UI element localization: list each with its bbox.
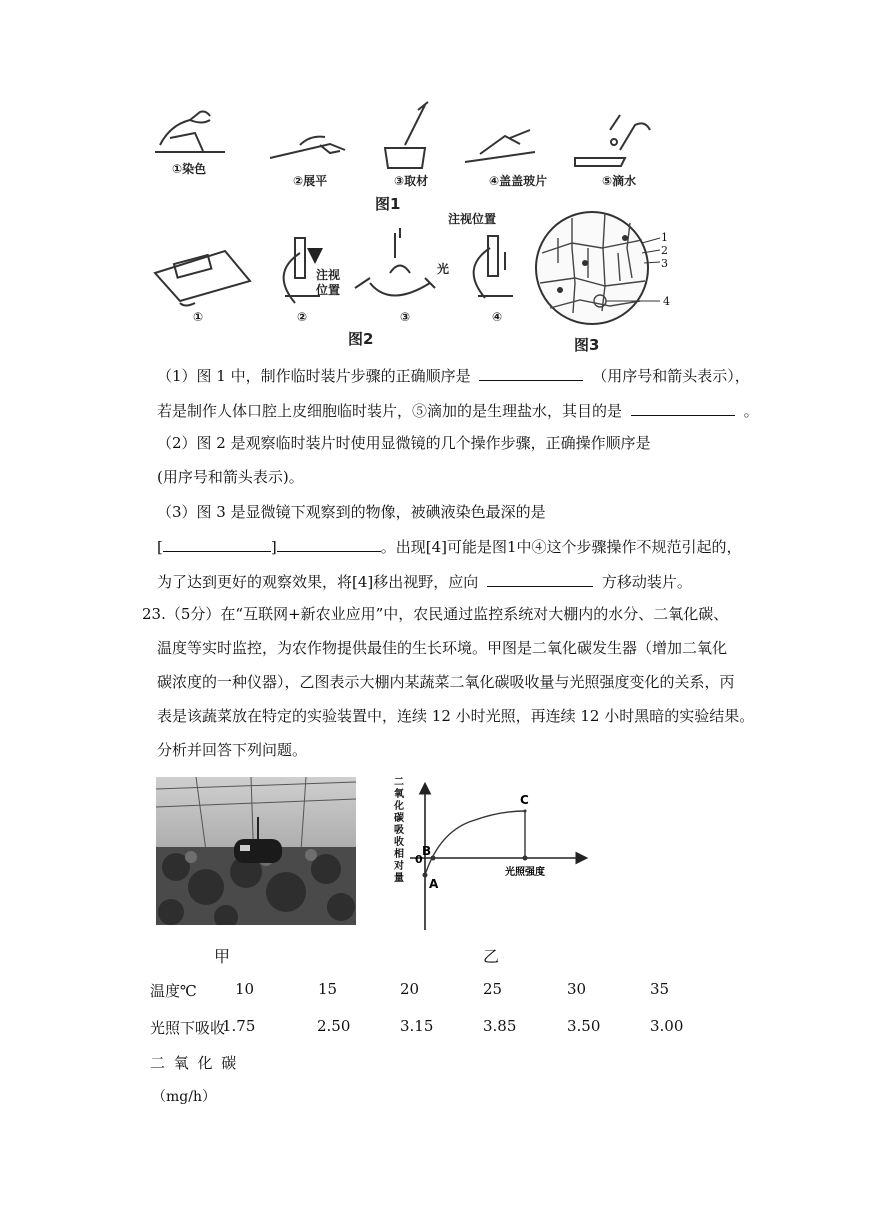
q23-line-5: 分析并回答下列问题。 <box>157 741 308 759</box>
q2-line-2: (用序号和箭头表示)。 <box>157 468 304 486</box>
q1-line-2 <box>157 399 759 421</box>
microscope-stage-drawing <box>155 251 250 306</box>
fig3-marker-4: 4 <box>663 295 670 308</box>
q3-bracket-close: ] <box>270 538 277 556</box>
graph-ylabel: 二氧化碳吸收相对量 <box>394 777 404 884</box>
q3-bracket-open: [ <box>157 538 163 556</box>
fig2-step-1: ① <box>193 310 204 324</box>
table-temp-10: 10 <box>235 980 255 998</box>
table-temp-25: 25 <box>483 980 503 998</box>
q3-answer-blank-direction[interactable] <box>487 570 593 587</box>
fig2-observe-position-top: 注视位置 <box>448 212 497 226</box>
graph-point-b <box>431 856 436 861</box>
q1-line-1-text: （1）图 1 中，制作临时装片步骤的正确顺序是 <box>157 367 471 385</box>
graph-label-c: C <box>520 793 529 807</box>
table-light-value-1: 1.75 <box>222 1017 256 1035</box>
q1-line-2-text: 若是制作人体口腔上皮细胞临时装片，⑤滴加的是生理盐水，其目的是 <box>157 402 623 420</box>
figure-1-title: 图1 <box>375 195 401 213</box>
q3-answer-blank-number[interactable] <box>163 535 271 552</box>
table-unit: （mg/h） <box>152 1089 216 1105</box>
graph-label-b: B <box>422 844 432 858</box>
fig2-step-4: ④ <box>492 310 503 324</box>
table-temp-label: 温度℃ <box>150 982 197 1000</box>
fig2-observe-position-left: 注视 位置 <box>316 268 341 297</box>
graph-xlabel: 光照强度 <box>505 867 545 878</box>
fig2-step-2: ② <box>297 310 308 324</box>
q3-line-3 <box>157 570 692 592</box>
water-drawing <box>575 115 650 166</box>
graph-curve <box>425 811 525 875</box>
graph-label-a: A <box>429 877 439 891</box>
table-temp-15: 15 <box>318 980 338 998</box>
q23-line-3: 碳浓度的一种仪器），乙图表示大棚内某蔬菜二氧化碳吸收量与光照强度变化的关系，丙 <box>157 673 735 691</box>
table-light-value-6: 3.00 <box>650 1017 684 1035</box>
co2-light-graph <box>380 775 595 935</box>
q3-line-3-tail: 方移动装片。 <box>601 573 692 591</box>
q23-line-1: 23.（5分）在“互联网+新农业应用”中，农民通过监控系统对大棚内的水分、二氧化碳、 <box>142 605 729 623</box>
table-light-label-cont: 二 氧 化 碳 <box>150 1054 239 1072</box>
fig1-step-5: ⑤滴水 <box>602 174 637 188</box>
q23-line-2: 温度等实时监控，为农作物提供最佳的生长环境。甲图是二氧化碳发生器（增加二氧化 <box>157 639 728 657</box>
q1-line-1 <box>157 364 750 386</box>
q1-answer-blank-1[interactable] <box>479 364 583 381</box>
onion-cells-circle <box>530 198 670 338</box>
fig3-marker-1: 1 <box>661 231 668 244</box>
q3-line-2-text: 。出现[4]可能是图1中④这个步骤操作不规范引起的， <box>380 538 742 556</box>
q3-line-1: （3）图 3 是显微镜下观察到的物像，被碘液染色最深的是 <box>157 503 546 521</box>
q1-answer-blank-2[interactable] <box>631 399 735 416</box>
q1-line-1-tail: （用序号和箭头表示）， <box>592 367 750 385</box>
fig1-step-1: ①染色 <box>172 162 207 176</box>
table-light-value-3: 3.15 <box>400 1017 434 1035</box>
fig1-step-4: ④盖盖玻片 <box>489 174 548 188</box>
q23-line-4: 表是该蔬菜放在特定的实验装置中，连续 12 小时光照，再连续 12 小时黑暗的实验结果。 <box>157 707 755 725</box>
q3-answer-blank-name[interactable] <box>277 535 381 552</box>
photo-label-jia: 甲 <box>214 947 231 966</box>
microscope-lowering-drawing <box>284 238 320 303</box>
flatten-drawing <box>270 137 345 158</box>
table-light-value-4: 3.85 <box>483 1017 517 1035</box>
q3-line-2 <box>157 535 742 557</box>
table-light-value-2: 2.50 <box>317 1017 351 1035</box>
figure-2-title: 图2 <box>348 330 374 348</box>
staining-drawing <box>155 112 225 153</box>
fig1-step-2: ②展平 <box>293 174 328 188</box>
fig2-light-label: 光 <box>437 262 450 276</box>
table-temp-30: 30 <box>567 980 587 998</box>
microscope-focus-drawing <box>355 228 435 296</box>
graph-point-x <box>523 856 528 861</box>
cover-slip-drawing <box>465 130 535 162</box>
fig3-marker-3: 3 <box>661 257 668 270</box>
figure-3-title: 图3 <box>574 336 600 354</box>
graph-point-a <box>423 873 428 878</box>
sample-drawing <box>385 102 428 168</box>
q3-line-3-text: 为了达到更好的观察效果，将[4]移出视野，应向 <box>157 573 479 591</box>
q1-line-2-tail: 。 <box>743 402 759 420</box>
table-temp-35: 35 <box>650 980 670 998</box>
table-temp-20: 20 <box>400 980 420 998</box>
co2-generator-photo <box>156 777 356 925</box>
graph-label-yi: 乙 <box>483 947 500 966</box>
graph-origin: 0 <box>415 853 423 866</box>
fig2-step-3: ③ <box>400 310 411 324</box>
table-light-label: 光照下吸收 <box>150 1019 226 1037</box>
microscope-raising-drawing <box>474 236 513 298</box>
q2-line-1: （2）图 2 是观察临时装片时使用显微镜的几个操作步骤，正确操作顺序是 <box>157 434 651 452</box>
fig3-marker-2: 2 <box>661 244 668 257</box>
table-light-value-5: 3.50 <box>567 1017 601 1035</box>
fig1-step-3: ③取材 <box>394 174 429 188</box>
